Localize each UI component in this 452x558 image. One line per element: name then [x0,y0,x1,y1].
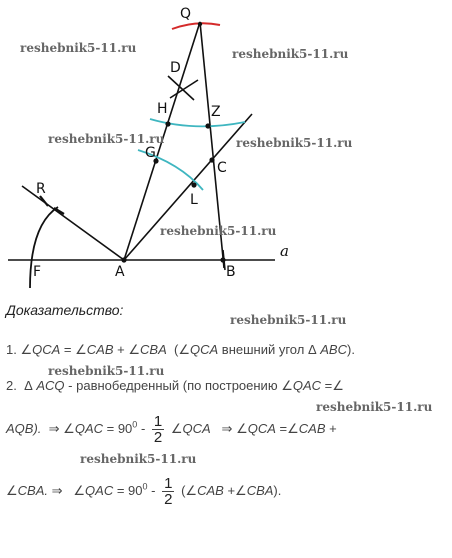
label-a: A [115,264,125,280]
proof-text: - равнобедренный (по построению [68,378,278,393]
watermark-1: reshebnik5-11.ru [20,41,137,55]
proof-line-4: ∠CBA. ⇒ ∠QAC = $90^0$ - $\frac{1}{2}$ (∠CAB +∠CBA). [6,475,282,508]
angle: QAC [74,420,103,436]
angle: QCA [182,420,211,436]
label-d: D [170,60,181,76]
label-g: G [145,145,156,161]
watermark-6: reshebnik5-11.ru [230,313,347,327]
label-line-a: a [280,242,289,260]
point-q [198,22,202,26]
angle: CBA [140,342,167,357]
angle: CBA [246,482,274,498]
watermark-8: reshebnik5-11.ru [316,400,433,414]
label-f: F [33,264,42,280]
triangle: ACQ [36,378,65,393]
point-h [165,121,170,126]
angle: QAC [85,482,114,498]
angle: QCA [190,342,219,357]
label-r: R [36,181,46,197]
step-number: 2. [6,378,17,393]
mark-r-1 [40,196,48,206]
point-z [205,123,210,128]
point-c [209,157,214,162]
label-c: C [217,160,227,176]
watermark-4: reshebnik5-11.ru [236,136,353,150]
angle: CAB [197,482,224,498]
triangle: ABC [320,342,347,357]
arc-q [172,23,220,29]
proof-line-3: AQB). ⇒ ∠QAC = $90^0$ - $\frac{1}{2}$ ∠QCA ⇒ ∠QCA =∠CAB + [6,413,337,446]
angle: CBA. [17,482,48,498]
label-q: Q [180,6,192,22]
angle: CAB [298,420,326,436]
point-l [191,182,196,187]
watermark-5: reshebnik5-11.ru [160,224,277,238]
point-a [121,257,126,262]
proof-heading: Доказательство: [6,302,124,318]
label-z: Z [211,104,221,120]
label-l: L [190,192,198,208]
fraction-one-half: $\frac{1}{2}$ [153,413,163,446]
proof-line-1: 1. ∠QCA = ∠CAB + ∠CBA (∠QCA внешний угол Δ ABC). [6,342,355,357]
watermark-7: reshebnik5-11.ru [48,364,165,378]
watermark-2: reshebnik5-11.ru [232,47,349,61]
proof-text: внешний угол [221,342,305,357]
angle: QCA [247,420,276,436]
segment-ar [22,186,124,260]
angle: QCA [32,342,61,357]
watermark-3: reshebnik5-11.ru [48,132,165,146]
step-number: 1. [6,342,17,357]
fraction-one-half: $\frac{1}{2}$ [164,475,173,508]
angle: CAB [86,342,114,357]
point-b [220,257,225,262]
arc-hz [150,119,245,126]
proof-line-2: 2. Δ ACQ - равнобедренный (по построению ∠QAC =∠ [6,378,344,393]
angle: QAC [292,378,322,393]
label-b: B [226,264,236,280]
label-h: H [157,101,168,117]
watermark-9: reshebnik5-11.ru [80,452,197,466]
